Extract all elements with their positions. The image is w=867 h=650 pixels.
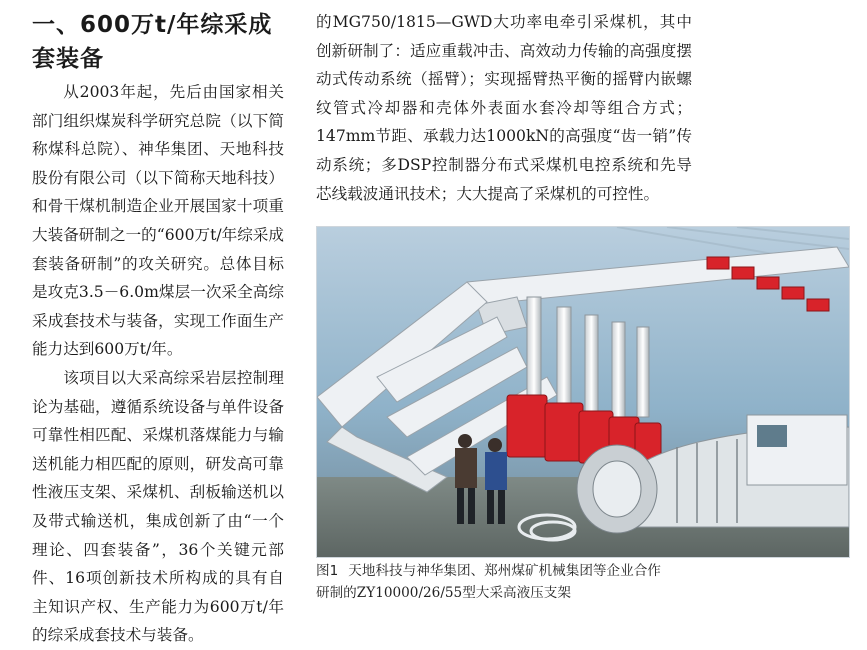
figure-photo-hydraulic-support — [316, 226, 850, 558]
section-heading-line2: 套装备 — [32, 46, 104, 72]
paragraph-shearer: 的MG750/1815—GWD大功率电牵引采煤机，其中创新研制了：适应重载冲击、高效动力传输的高强度摆动式传动系统（摇臂）；实现摇臂热平衡的摇臂内嵌螺纹管式冷却器和壳体外表面水套冷却等组合方式；147mm节距、承载力达1000kN的高强度“齿一销”传动系统；多DSP控制器分布式采煤机电控系统和先导芯线载波通讯技术；大大提高了采煤机的可控性。 — [316, 13, 692, 203]
paragraph-project: 该项目以大采高综采岩层控制理论为基础，遵循系统设备与单件设备可靠性相匹配、采煤机落煤能力与输送机能力相匹配的原则，研发高可靠性液压支架、采煤机、刮板输送机以及带式输送机，集成创新了由“一个理论、四套装备”，36个关键元部件、16项创新技术所构成的具有自主知识产权、生产能力为600万t/年的综采成套技术与装备。 — [32, 368, 284, 645]
left-column — [32, 8, 284, 650]
photo-illustration — [317, 227, 849, 557]
section-heading-line1: 一、600万t/年综采成 — [32, 12, 273, 38]
caption-line1: 天地科技与神华集团、郑州煤矿机械集团等企业合作 — [348, 563, 661, 579]
paragraph-intro: 从2003年起，先后由国家相关部门组织煤炭科学研究总院（以下简称煤科总院）、神华集团、天地科技股份有限公司（以下简称天地科技）和骨干煤机制造企业开展国家十项重大装备研制之一的“600万t/年综采成套装备研制”的攻关研究。总体目标是攻克3.5－6.0m煤层一次采全高综采成套技术与装备，实现工作面生产能力达到600万t/年。 — [32, 83, 284, 359]
right-column — [316, 8, 692, 208]
section-heading — [32, 8, 284, 76]
figure-caption — [316, 560, 848, 604]
caption-line2: 研制的ZY10000/26/55型大采高液压支架 — [316, 585, 571, 601]
figure-number: 图1 — [316, 563, 339, 579]
